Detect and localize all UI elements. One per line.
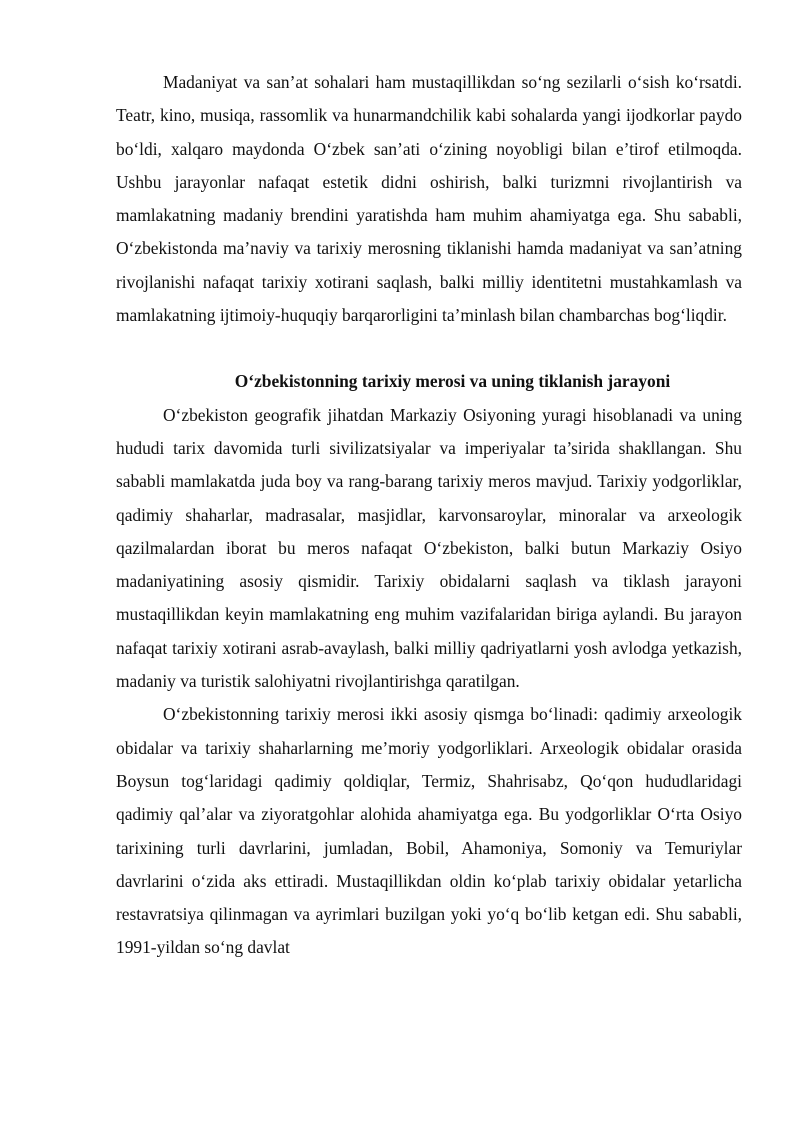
- intro-paragraph: Madaniyat va san’at sohalari ham mustaqillikdan so‘ng sezilarli o‘sish ko‘rsatdi. Teatr, kino, musiqa, rassomlik va hunarmandchilik kabi sohalarda yangi ijodkorlar paydo bo‘ldi, xalqaro maydonda O‘zbek san’ati o‘zining noyobligi bilan e’tirof etilmoqda. Ushbu jarayonlar nafaqat estetik didni oshirish, balki turizmni rivojlantirish va mamlakatning madaniy brendini yaratishda ham muhim ahamiyatga ega. Shu sababli, O‘zbekistonda ma’naviy va tarixiy merosning tiklanishi hamda madaniyat va san’atning rivojlanishi nafaqat tarixiy xotirani saqlash, balki milliy identitetni mustahkamlash va mamlakatning ijtimoiy-huquqiy barqarorligini ta’minlash bilan chambarchas bog‘liqdir.: [116, 72, 742, 326]
- section-heading: O‘zbekistonning tarixiy merosi va uning tiklanish jarayoni: [234, 371, 671, 392]
- body-paragraph: O‘zbekistonning tarixiy merosi ikki asosiy qismga bo‘linadi: qadimiy arxeologik obidalar va tarixiy shaharlarning me’moriy yodgorliklari. Arxeologik obidalar orasida Boysun tog‘laridagi qadimiy qoldiqlar, Termiz, Shahrisabz, Qo‘qon hududlaridagi qadimiy qal’alar va ziyoratgohlar alohida ahamiyatga ega. Bu yodgorliklar O‘rta Osiyo tarixining turli davrlarini, jumladan, Bobil, Ahamoniya, Somoniy va Temuriylar davrlarini o‘zida aks ettiradi. Mustaqillikdan oldin ko‘plab tarixiy obidalar yetarlicha restavratsiya qilinmagan va ayrimlari buzilgan yoki yo‘q bo‘lib ketgan edi. Shu sababli, 1991-yildan so‘ng davlat: [116, 704, 742, 958]
- document-page: [116, 66, 742, 965]
- body-paragraph: O‘zbekiston geografik jihatdan Markaziy Osiyoning yuragi hisoblanadi va uning hududi tarix davomida turli sivilizatsiyalar va imperiyalar ta’sirida shakllangan. Shu sababli mamlakatda juda boy va rang-barang tarixiy meros mavjud. Tarixiy yodgorliklar, qadimiy shaharlar, madrasalar, masjidlar, karvonsaroylar, minoralar va arxeologik qazilmalardan iborat bu meros nafaqat O‘zbekiston, balki butun Markaziy Osiyo madaniyatining asosiy qismidir. Tarixiy obidalarni saqlash va tiklash jarayoni mustaqillikdan keyin mamlakatning eng muhim vazifalaridan biriga aylandi. Bu jarayon nafaqat tarixiy xotirani asrab-avaylash, balki milliy qadriyatlarni yosh avlodga yetkazish, madaniy va turistik salohiyatni rivojlantirishga qaratilgan.: [116, 404, 742, 692]
